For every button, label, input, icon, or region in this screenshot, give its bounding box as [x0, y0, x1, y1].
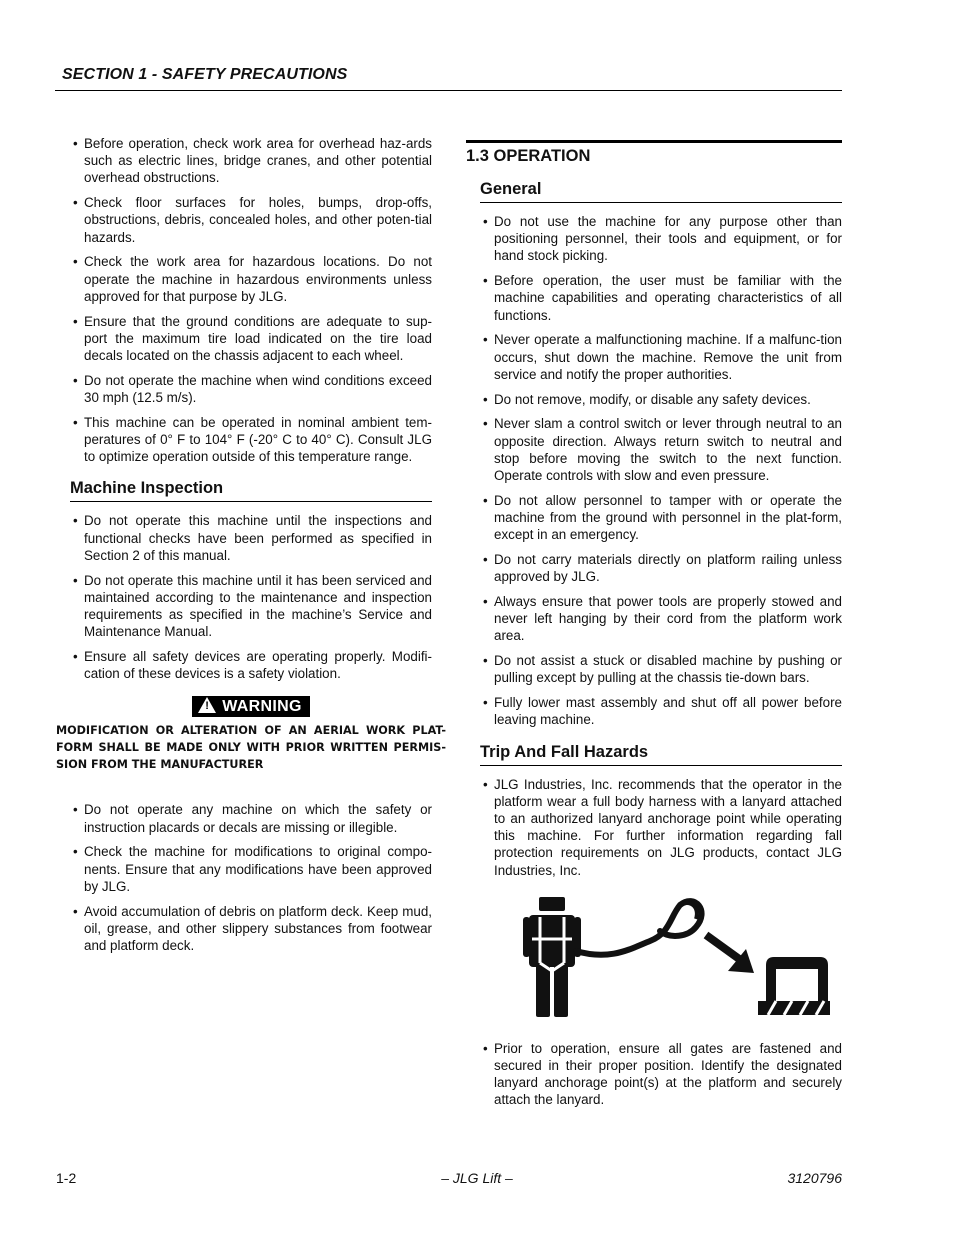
list-item: • Do not carry materials directly on platform railing unless approved by JLG. — [480, 551, 842, 585]
warning-triangle-icon: ! — [198, 697, 216, 713]
warning-text: MODIFICATION OR ALTERATION OF AN AERIAL WORK PLAT-FORM SHALL BE MADE ONLY WITH PRIOR WRITTEN PERMIS-SION FROM THE MANUFACTURER — [56, 724, 446, 772]
list-item: • Do not operate this machine until the inspections and functional checks have been performed as specified in Section 2 of this manual. — [70, 512, 432, 564]
header-rule — [55, 90, 842, 91]
list-item: • Before operation, check work area for overhead haz-ards such as electric lines, bridge cranes, and other potential overhead obstructions. — [70, 135, 432, 187]
list-item: • Fully lower mast assembly and shut off all power before leaving machine. — [480, 694, 842, 728]
intro-bullet-list — [70, 135, 432, 465]
harness-lanyard-icon — [520, 897, 830, 1017]
trip-bullet-list — [480, 776, 842, 879]
list-item: • Ensure all safety devices are operating properly. Modifi-cation of these devices is a safety violation. — [70, 648, 432, 682]
list-item: • Do not assist a stuck or disabled machine by pushing or pulling except by pulling at the chassis tie-down bars. — [480, 652, 842, 686]
list-item: • Do not remove, modify, or disable any safety devices. — [480, 391, 842, 408]
warning-badge — [192, 696, 309, 717]
list-item: • Do not allow personnel to tamper with or operate the machine from the ground with personnel in the plat-form, except in an emergency. — [480, 492, 842, 544]
general-heading: General — [480, 180, 842, 203]
final-bullet-list — [480, 1040, 842, 1109]
harness-illustration — [520, 897, 842, 1022]
left-column — [56, 135, 446, 962]
right-column — [466, 140, 842, 1116]
list-item: • Prior to operation, ensure all gates are fastened and secured in their proper position. Identify the designated lanyard anchorage point(s) at the platform and securely attach the lanyard. — [480, 1040, 842, 1109]
list-item: • JLG Industries, Inc. recommends that the operator in the platform wear a full body harness with a lanyard attached to an authorized lanyard anchorage point while operating this machine. For further information regarding fall protection requirements on JLG products, contact JLG Industries, Inc. — [480, 776, 842, 879]
footer-title: – JLG Lift – — [441, 1170, 513, 1186]
list-item: • Before operation, the user must be familiar with the machine capabilities and operating characteristics of all functions. — [480, 272, 842, 324]
inspection-bullet-list — [70, 512, 432, 682]
list-item: • Never slam a control switch or lever through neutral to an opposite direction. Always return switch to neutral and stop before moving the switch to the next function. Operate controls with slow and even pressure. — [480, 415, 842, 484]
list-item: • Never operate a malfunctioning machine. If a malfunc-tion occurs, shut down the machine. Remove the unit from service and notify the proper authorities. — [480, 331, 842, 383]
section-rule — [466, 140, 842, 143]
machine-inspection-heading: Machine Inspection — [70, 479, 432, 502]
list-item: • Check floor surfaces for holes, bumps, drop-offs, obstructions, debris, concealed holes, and other poten-tial hazards. — [70, 194, 432, 246]
list-item: • Ensure that the ground conditions are adequate to sup-port the maximum tire load indicated on the tire load decals located on the chassis adjacent to each wheel. — [70, 313, 432, 365]
list-item: • Do not operate the machine when wind conditions exceed 30 mph (12.5 m/s). — [70, 372, 432, 406]
list-item: • Do not use the machine for any purpose other than positioning personnel, their tools and equipment, or for hand stock picking. — [480, 213, 842, 265]
page-number: 1-2 — [56, 1170, 77, 1186]
trip-fall-heading: Trip And Fall Hazards — [480, 743, 842, 766]
warning-banner — [70, 696, 432, 717]
after-warning-bullet-list — [70, 801, 432, 954]
list-item: • This machine can be operated in nominal ambient tem-peratures of 0° F to 104° F (-20° C to 40° C). Consult JLG to optimize operation outside of this temperature range. — [70, 414, 432, 466]
warning-label: WARNING — [222, 698, 302, 716]
section-title: 1.3 OPERATION — [466, 147, 591, 165]
list-item: • Do not operate any machine on which the safety or instruction placards or decals are missing or illegible. — [70, 801, 432, 835]
document-number: 3120796 — [787, 1170, 842, 1186]
general-bullet-list — [480, 213, 842, 729]
list-item: • Avoid accumulation of debris on platform deck. Keep mud, oil, grease, and other slippery substances from footwear and platform deck. — [70, 903, 432, 955]
list-item: • Check the machine for modifications to original compo-nents. Ensure that any modifications have been approved by JLG. — [70, 843, 432, 895]
list-item: • Always ensure that power tools are properly stowed and never left hanging by their cord from the platform work area. — [480, 593, 842, 645]
list-item: • Do not operate this machine until it has been serviced and maintained according to the maintenance and inspection requirements as specified in the machine’s Service and Maintenance Manual. — [70, 572, 432, 641]
section-header: SECTION 1 - SAFETY PRECAUTIONS — [62, 66, 348, 83]
list-item: • Check the work area for hazardous locations. Do not operate the machine in hazardous environments unless approved for that purpose by JLG. — [70, 253, 432, 305]
